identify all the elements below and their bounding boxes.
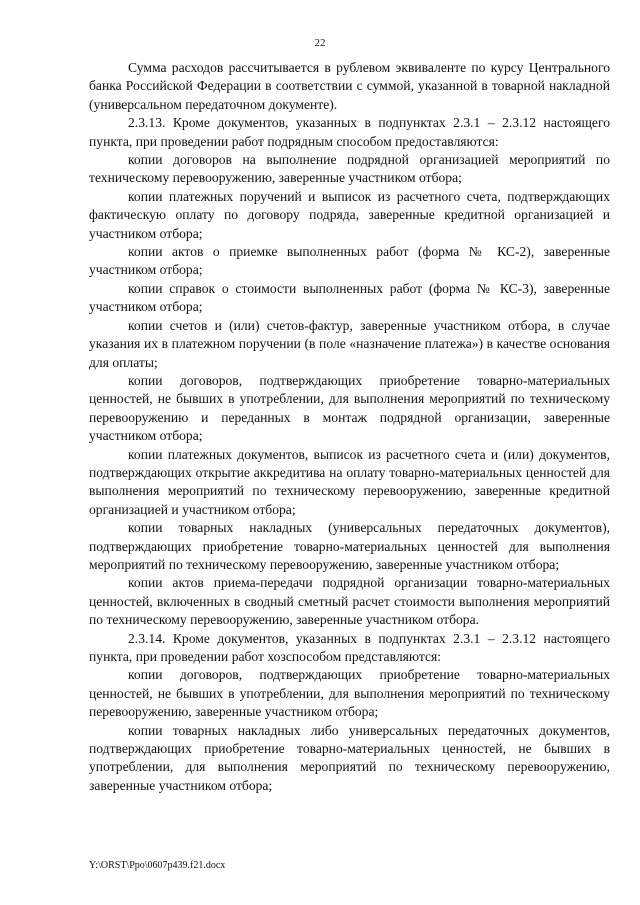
document-body (89, 59, 610, 795)
list-item-own-waybills: копии товарных накладных либо универсальных передаточных документов, подтверждающих приобретение товарно-материальных ценностей, не бывших в употреблении, для выполнения мероприятий по техническому перевооружению, заверенные участником отбора; (89, 722, 610, 793)
list-item-ks2-acts: копии актов о приемке выполненных работ (форма № КС-2), заверенные участником отбора; (89, 244, 610, 278)
list-item-material-contracts: копии договоров, подтверждающих приобретение товарно-материальных ценностей, не бывших в употреблении, для выполнения мероприятий по техническому перевооружению и переданных в монтаж подрядной организации, заверенные участником отбора; (89, 372, 610, 444)
list-item-own-material-contracts: копии договоров, подтверждающих приобретение товарно-материальных ценностей, не бывших в употреблении, для выполнения мероприятий по техническому перевооружению, заверенные участником отбора; (89, 667, 610, 720)
paragraph-2-3-13-heading: 2.3.13. Кроме документов, указанных в подпунктах 2.3.1 – 2.3.12 настоящего пункта, при проведении работ подрядным способом предоставляются: (89, 115, 610, 149)
list-item-invoices: копии счетов и (или) счетов-фактур, заверенные участником отбора, в случае указания их в платежном поручении (в поле «назначение платежа») в качестве основания для оплаты; (89, 317, 610, 370)
footer-file-path: Y:\ORST\Ppo\0607p439.f21.docx (89, 860, 226, 871)
list-item-payment-orders: копии платежных поручений и выписок из расчетного счета, подтверждающих фактическую оплату по договору подряда, заверенные кредитной организацией и участником отбора; (89, 188, 610, 241)
list-item-waybills: копии товарных накладных (универсальных передаточных документов), подтверждающих приобретение товарно-материальных ценностей для выполнения мероприятий по техническому перевооружению, заверенные участником отбора; (89, 520, 610, 572)
page-number: 22 (314, 37, 326, 49)
paragraph-expense-calculation: Сумма расходов рассчитывается в рублевом эквиваленте по курсу Центрального банка Российской Федерации в соответствии с суммой, указанной в товарной накладной (универсальном передаточном документе). (89, 60, 610, 112)
paragraph-2-3-14-heading: 2.3.14. Кроме документов, указанных в подпунктах 2.3.1 – 2.3.12 настоящего пункта, при проведении работ хозспособом представляются: (89, 630, 610, 664)
list-item-ks3-certificates: копии справок о стоимости выполненных работ (форма № КС-3), заверенные участником отбора; (89, 280, 610, 315)
list-item-contractor-contracts: копии договоров на выполнение подрядной организацией мероприятий по техническому перевооружению, заверенные участником отбора; (89, 152, 610, 186)
list-item-transfer-acts: копии актов приема-передачи подрядной организации товарно-материальных ценностей, включенных в сводный сметный расчет стоимости выполнения мероприятий по техническому перевооружению, заверенные участником отбора. (89, 575, 610, 628)
list-item-material-payments: копии платежных документов, выписок из расчетного счета и (или) документов, подтверждающих открытие аккредитива на оплату товарно-материальных ценностей для выполнения мероприятий по техническому перевооружению, заверенные кредитной организацией и участником отбора; (89, 446, 610, 517)
